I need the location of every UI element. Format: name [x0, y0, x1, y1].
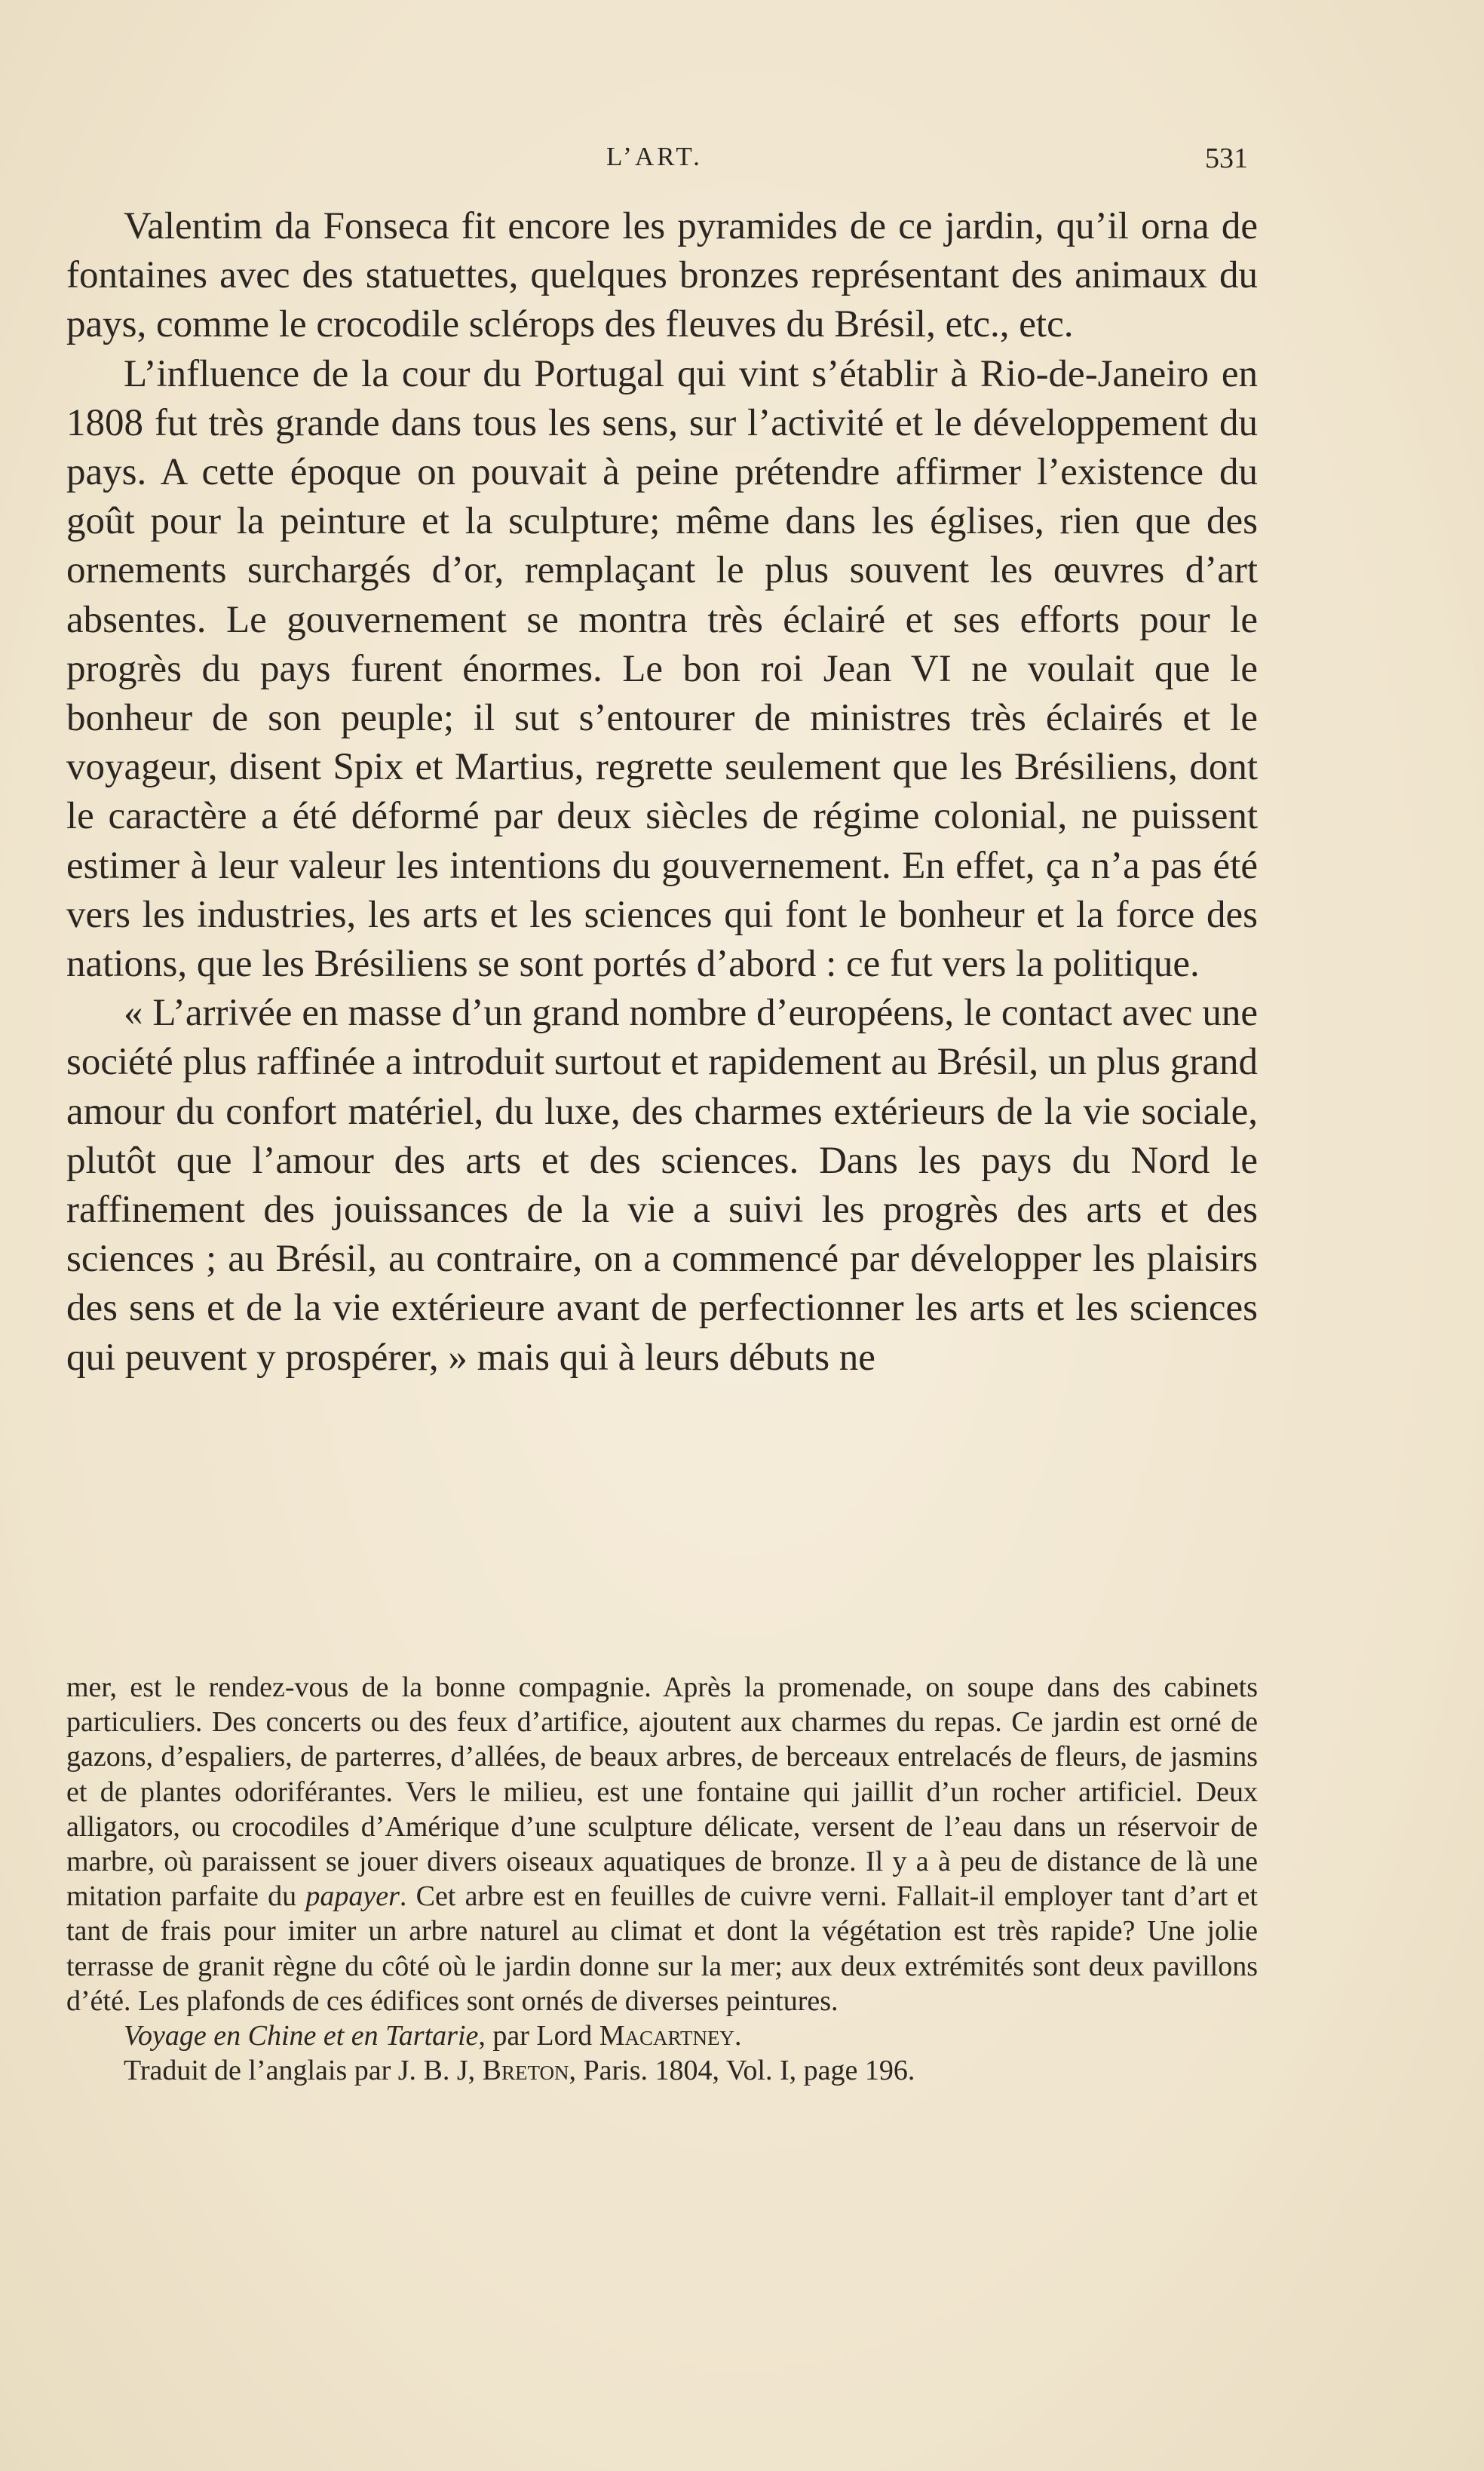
- translation-start: Traduit de l’anglais par J. B. J,: [124, 2055, 483, 2087]
- page-number: 531: [1205, 143, 1248, 174]
- translator-name: Breton: [482, 2055, 569, 2087]
- footnote-translation: [66, 2053, 1258, 2088]
- source-end: .: [734, 2020, 742, 2052]
- footnote: [66, 1670, 1258, 2088]
- footnote-text-part: mer, est le rendez-vous de la bonne compagnie. Après la promenade, on soupe dans des cabinets particuliers. Des concerts ou des feux d’artifice, ajoutent aux charmes du repas. Ce jardin est orné de gazons, d’espaliers, de parterres, d’allées, de beaux arbres, de berceaux entrelacés de fleurs, de jasmins et de plantes odoriférantes. Vers le milieu, est une fontaine qui jaillit d’un rocher artificiel. Deux alligators, ou crocodiles d’Amérique d’une sculpture délicate, versent de l’eau dans un réservoir de marbre, où paraissent se jouer divers oiseaux aquatiques de bronze. Il y a à peu de distance de là une mitation parfaite du: [66, 1671, 1258, 1913]
- footnote-italic-term: papayer: [305, 1880, 400, 1913]
- paragraph: L’influence de la cour du Portugal qui vint s’établir à Rio-de-Janeiro en 1808 fut très grande dans tous les sens, sur l’activité et le développement du pays. A cette époque on pouvait à peine prétendre affirmer l’existence du goût pour la peinture et la sculpture; même dans les églises, rien que des ornements surchargés d’or, remplaçant le plus souvent les œuvres d’art absentes. Le gouvernement se montra très éclairé et ses efforts pour le progrès du pays furent énormes. Le bon roi Jean VI ne voulait que le bonheur de son peuple; il sut s’entourer de ministres très éclairés et le voyageur, disent Spix et Martius, regrette seulement que les Brésiliens, dont le caractère a été déformé par deux siècles de régime colonial, ne puissent estimer à leur valeur les intentions du gouvernement. En effet, ça n’a pas été vers les industries, les arts et les sciences qui font le bonheur et la force des nations, que les Brésiliens se sont portés d’abord : ce fut vers la politique.: [66, 352, 1258, 986]
- footnote-source: [66, 2018, 1258, 2053]
- main-text: [66, 202, 1258, 1383]
- running-header: [0, 142, 1484, 187]
- translation-end: , Paris. 1804, Vol. I, page 196.: [569, 2055, 915, 2087]
- paragraph: « L’arrivée en masse d’un grand nombre d’européens, le contact avec une société plus raffinée a introduit surtout et rapidement au Brésil, un plus grand amour du confort matériel, du luxe, des charmes extérieurs de la vie sociale, plutôt que l’amour des arts et des sciences. Dans les pays du Nord le raffinement des jouissances de la vie a suivi les progrès des arts et des sciences ; au Brésil, au contraire, on a commencé par développer les plaisirs des sens et de la vie extérieure avant de perfectionner les arts et les sciences qui peuvent y prospérer, » mais qui à leurs débuts ne: [66, 992, 1258, 1379]
- footnote-text-part: . Cet arbre est en feuilles de cuivre verni. Fallait-il employer tant d’art et tant de frais pour imiter un arbre naturel au climat et dont la végétation est très rapide? Une jolie terrasse de granit règne du côté où le jardin donne sur la mer; aux deux extrémités sont deux pavillons d’été. Les plafonds de ces édifices sont ornés de diverses peintures.: [66, 1880, 1258, 2017]
- source-by: , par Lord: [478, 2020, 599, 2052]
- running-title: L’ART.: [606, 142, 703, 171]
- footnote-text: [66, 1670, 1258, 2018]
- source-author: Macartney: [599, 2020, 734, 2052]
- paragraph: Valentim da Fonseca fit encore les pyramides de ce jardin, qu’il orna de fontaines avec des statuettes, quelques bronzes représentant des animaux du pays, comme le crocodile sclérops des fleuves du Brésil, etc., etc.: [66, 205, 1258, 346]
- source-title: Voyage en Chine et en Tartarie: [124, 2020, 479, 2052]
